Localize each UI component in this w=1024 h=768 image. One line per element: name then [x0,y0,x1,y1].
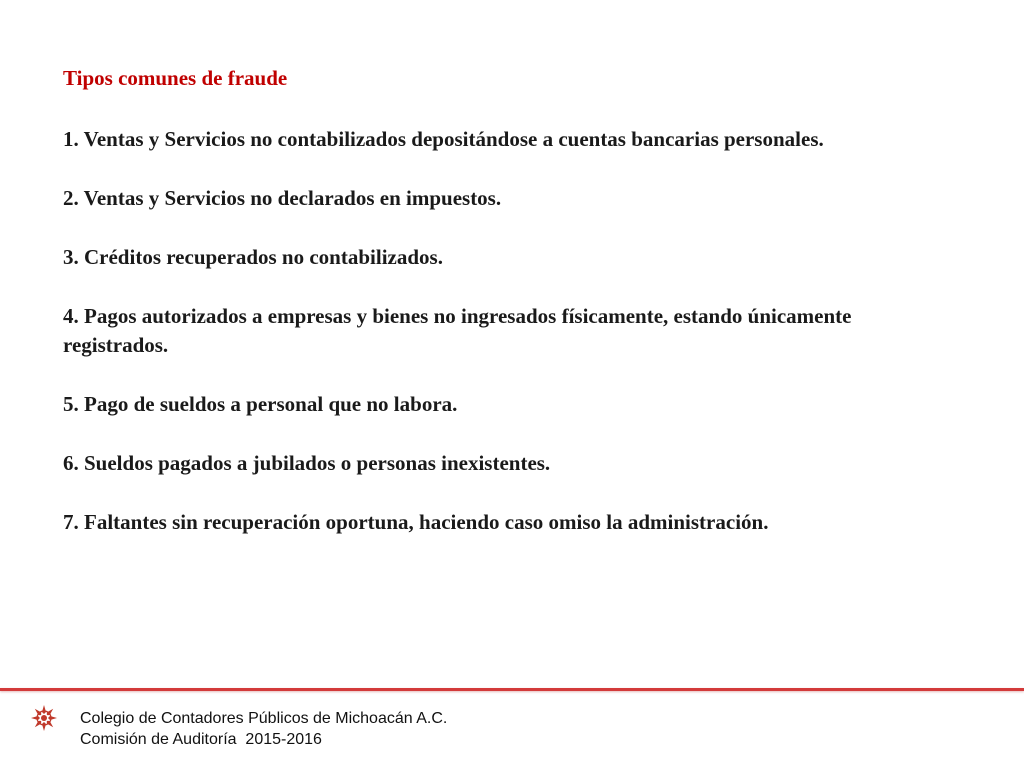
footer-divider [0,688,1024,691]
slide-title: Tipos comunes de fraude [63,66,288,90]
footer-text [80,708,447,750]
list-item: 2. Ventas y Servicios no declarados en impuestos. [63,186,502,210]
fraud-types-list [63,125,943,567]
list-item: 7. Faltantes sin recuperación oportuna, haciendo caso omiso la administración. [63,510,769,534]
footer-committee: Comisión de Auditoría 2015-2016 [80,731,322,748]
list-item: 5. Pago de sueldos a personal que no labora. [63,392,458,416]
footer-organization: Colegio de Contadores Públicos de Michoacán A.C. [80,710,448,727]
list-item: 6. Sueldos pagados a jubilados o personas inexistentes. [63,451,551,475]
list-item: 1. Ventas y Servicios no contabilizados depositándose a cuentas bancarias personales. [63,127,824,151]
list-item: 3. Créditos recuperados no contabilizados. [63,245,443,269]
institution-logo-icon [28,702,60,734]
list-item: 4. Pagos autorizados a empresas y bienes no ingresados físicamente, estando únicamente registrados. [63,304,852,357]
